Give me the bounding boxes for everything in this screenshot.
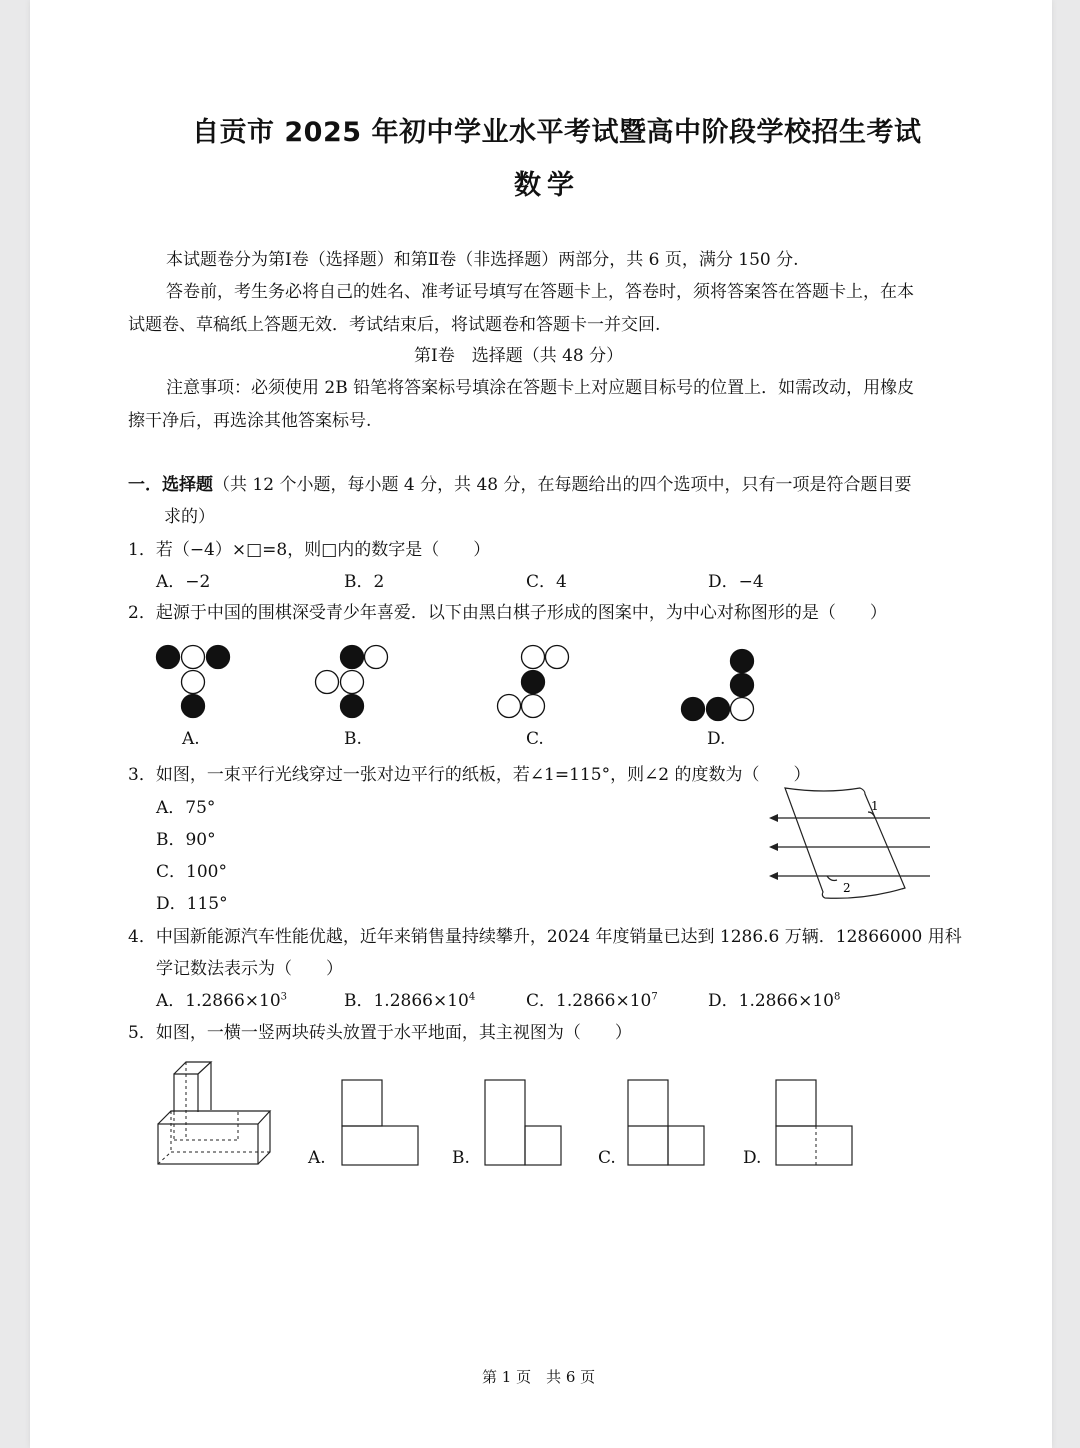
q5-label-d: D. <box>743 1148 762 1168</box>
front-view-option-a <box>340 1078 420 1168</box>
angle-1-label: 1 <box>871 799 879 813</box>
question-4-stem-2: 学记数法表示为（ ） <box>156 959 343 979</box>
go-stones-figure-a <box>154 642 234 722</box>
q2-label-a: A. <box>182 729 200 749</box>
front-view-option-d <box>774 1078 856 1168</box>
stone-white <box>546 646 569 669</box>
stone-black <box>207 646 230 669</box>
stone-white <box>522 695 545 718</box>
section-1-label: 一．选择题 <box>128 475 213 495</box>
stone-black <box>157 646 180 669</box>
q1-option-d: D．−4 <box>708 572 764 592</box>
q2-label-c: C. <box>526 729 544 749</box>
section-1-desc-cont: 求的） <box>164 507 215 527</box>
stone-white <box>341 671 364 694</box>
q4-option-d: D．$1.2866\times 10^8$ <box>708 991 841 1011</box>
intro-line-2: 答卷前，考生务必将自己的姓名、准考证号填写在答题卡上，答卷时，须将答案答在答题卡上，在本 <box>166 282 914 302</box>
q1-option-b: B．2 <box>344 572 385 592</box>
notice-line-1: 注意事项：必须使用 2B 铅笔将答案标号填涂在答题卡上对应题目标号的位置上．如需改动，用橡皮 <box>166 378 915 398</box>
stone-black <box>182 695 205 718</box>
parallel-light-figure <box>765 780 935 910</box>
question-3-stem: 3．如图，一束平行光线穿过一张对边平行的纸板，若∠1=115°，则∠2 的度数为（ ） <box>128 765 811 785</box>
stone-black <box>522 671 545 694</box>
stone-black <box>731 674 754 697</box>
go-stones-figure-d <box>678 646 758 726</box>
stone-white <box>498 695 521 718</box>
go-stones-figure-b <box>312 642 392 722</box>
stone-white <box>731 698 754 721</box>
q3-option-b: B．90° <box>156 830 216 850</box>
intro-line-1: 本试题卷分为第Ⅰ卷（选择题）和第Ⅱ卷（非选择题）两部分，共 6 页，满分 150 分. <box>166 250 799 270</box>
angle-2-label: 2 <box>843 881 851 895</box>
stone-white <box>522 646 545 669</box>
exam-page <box>30 0 1052 1448</box>
question-4-stem-1: 4．中国新能源汽车性能优越，近年来销售量持续攀升，2024 年度销量已达到 1286.6 万辆．12866000 用科 <box>128 927 962 947</box>
q5-label-c: C. <box>598 1148 616 1168</box>
question-1-stem: 1．若（−4）×□=8，则□内的数字是（ ） <box>128 540 491 560</box>
q4-option-a: A．$1.2866\times 10^3$ <box>156 991 288 1011</box>
part1-heading: 第Ⅰ卷 选择题（共 48 分） <box>414 346 624 366</box>
go-stones-figure-c <box>494 642 574 722</box>
front-view-option-b <box>483 1078 565 1168</box>
q4-option-b: B．$1.2866\times 10^4$ <box>344 991 476 1011</box>
stone-black <box>341 646 364 669</box>
section-1-header <box>128 470 912 495</box>
bricks-3d-figure <box>154 1060 274 1168</box>
section-1-desc: （共 12 个小题，每小题 4 分，共 48 分，在每题给出的四个选项中，只有一项是符合题目要 <box>213 475 912 495</box>
intro-line-3: 试题卷、草稿纸上答题无效．考试结束后，将试题卷和答题卡一并交回. <box>128 315 661 335</box>
exam-subject: 数学 <box>514 170 580 201</box>
exam-title: 自贡市 2025 年初中学业水平考试暨高中阶段学校招生考试 <box>192 117 922 148</box>
front-view-option-c <box>626 1078 708 1168</box>
q5-label-a: A. <box>308 1148 326 1168</box>
notice-line-2: 擦干净后，再选涂其他答案标号. <box>128 411 372 431</box>
page-footer: 第 1 页 共 6 页 <box>482 1368 596 1386</box>
stone-white <box>365 646 388 669</box>
q5-label-b: B. <box>452 1148 470 1168</box>
q3-option-c: C．100° <box>156 862 227 882</box>
q2-label-d: D. <box>707 729 726 749</box>
stone-white <box>316 671 339 694</box>
question-5-stem: 5．如图，一横一竖两块砖头放置于水平地面，其主视图为（ ） <box>128 1023 632 1043</box>
stone-black <box>731 650 754 673</box>
q4-option-c: C．$1.2866\times 10^7$ <box>526 991 658 1011</box>
stone-black <box>682 698 705 721</box>
q3-option-d: D．115° <box>156 894 228 914</box>
stone-black <box>707 698 730 721</box>
q1-option-a: A．−2 <box>156 572 211 592</box>
stone-black <box>341 695 364 718</box>
stone-white <box>182 671 205 694</box>
q2-label-b: B. <box>344 729 362 749</box>
q1-option-c: C．4 <box>526 572 567 592</box>
stone-white <box>182 646 205 669</box>
question-2-stem: 2．起源于中国的围棋深受青少年喜爱．以下由黑白棋子形成的图案中，为中心对称图形的是（ ） <box>128 603 887 623</box>
q3-option-a: A．75° <box>156 798 216 818</box>
